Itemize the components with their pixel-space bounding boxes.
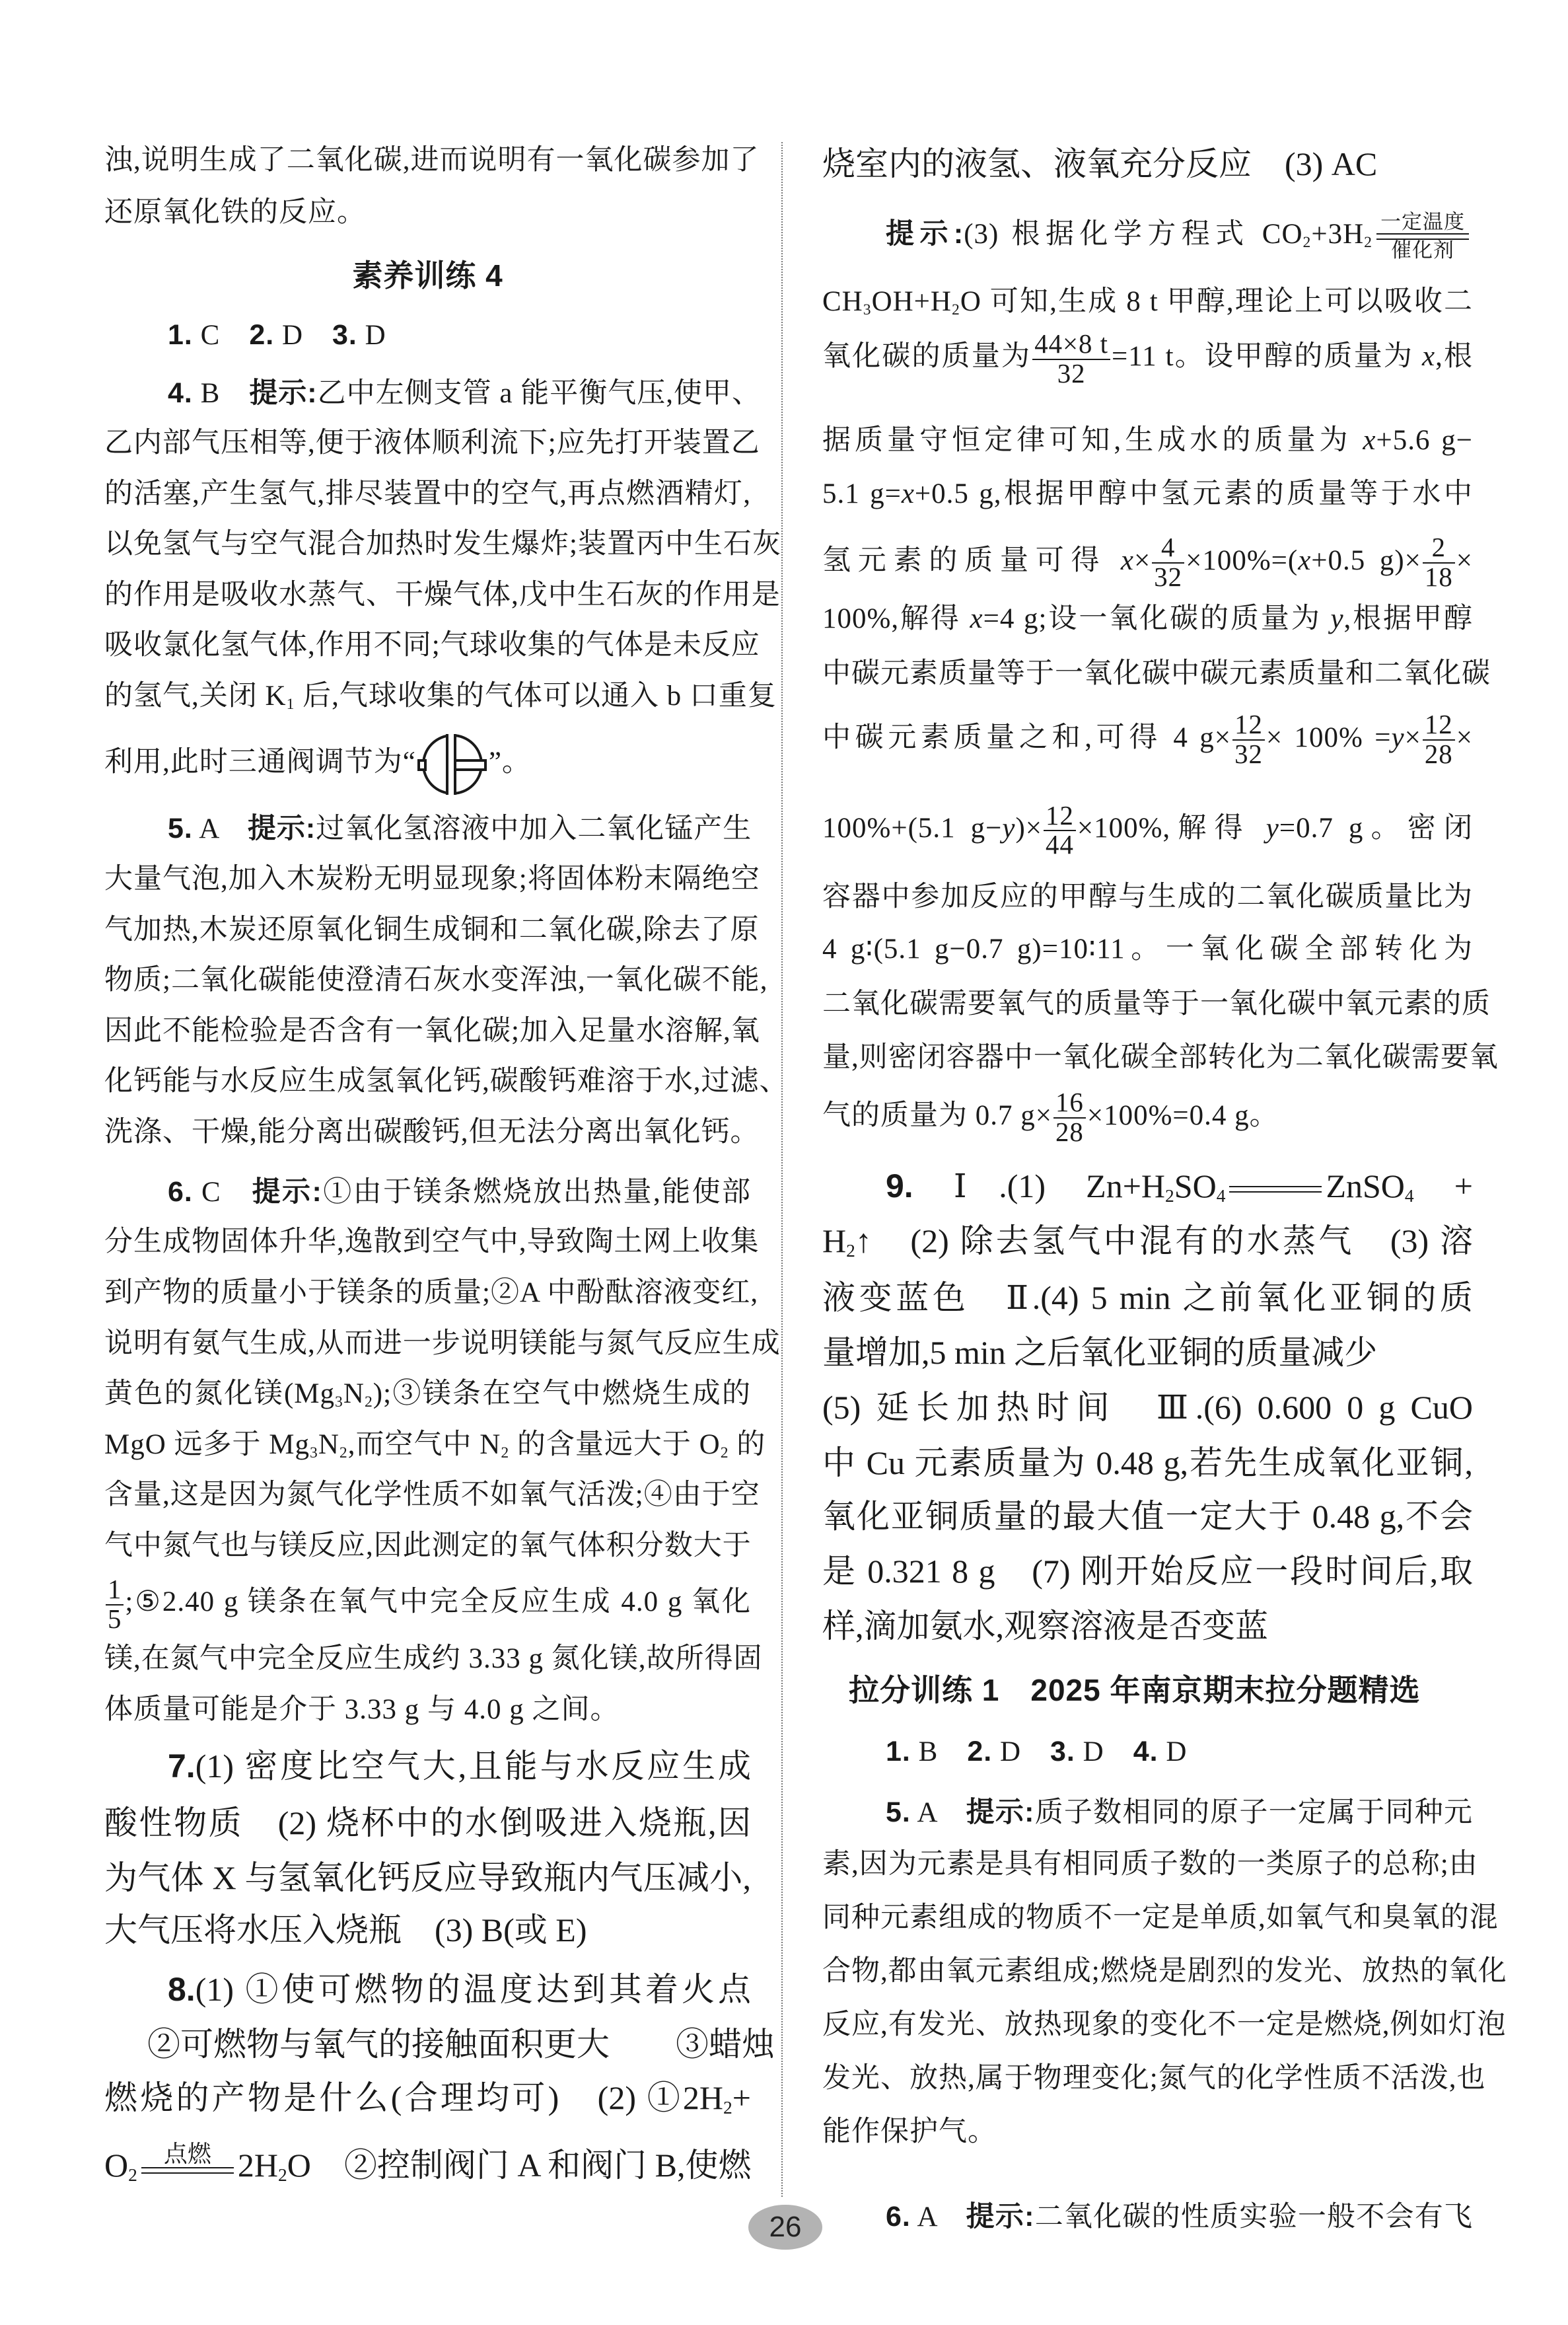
text: 气的质量为 0.7 g× (822, 1100, 1053, 1131)
denominator: 32 (1154, 562, 1183, 593)
text-line (104, 1574, 751, 1634)
text: D (274, 319, 332, 351)
text: ②可燃物与氧气的接触面积更大 ③蜡烛 (147, 2026, 775, 2063)
text: (3) 根据化学方程式 CO (964, 218, 1303, 250)
text: O ②控制阀门 A 和阀门 B,使燃 (287, 2146, 752, 2184)
text: =4 g;设一氧化碳的质量为 (983, 603, 1331, 634)
text-line (104, 2070, 751, 2125)
text: 的氢气,关闭 K (104, 680, 287, 712)
text-line (104, 517, 781, 572)
bold-label: 7. (168, 1748, 196, 1785)
text-line (822, 2051, 1486, 2106)
text: ,而空气中 N (347, 1428, 501, 1460)
text: 能作保护气。 (822, 2116, 997, 2148)
text: 中 Cu 元素质量为 0.48 g,若先生成氧化亚铜, (822, 1444, 1473, 1481)
text: 利用,此时三通阀调节为“ (104, 746, 416, 778)
text: CH (822, 286, 863, 318)
text-line (822, 1944, 1507, 1999)
text: 后,气球收集的气体可以通入 b 口重复 (295, 680, 777, 712)
text: B (910, 1736, 968, 1767)
text-line (886, 2189, 1473, 2244)
text: ×100%=( (1186, 545, 1299, 576)
variable: x (970, 603, 983, 634)
text: MgO 远多于 Mg (104, 1428, 310, 1460)
text-line (168, 1962, 751, 2017)
page-number: 26 (748, 2205, 822, 2250)
subscript: 3 (310, 1444, 318, 1461)
text-line (822, 869, 1473, 925)
variable: y (1265, 813, 1279, 844)
text-line (104, 1366, 751, 1422)
text: 气中氮气也与镁反应,因此测定的氧气体积分数大于 (104, 1530, 752, 1561)
text: (5) 延长加热时间 Ⅲ.(6) 0.600 0 g CuO (822, 1389, 1473, 1426)
text-line (822, 922, 1473, 977)
text: 样,滴加氨水,观察溶液是否变蓝 (822, 1607, 1268, 1645)
section-heading (104, 248, 751, 303)
text-line (104, 1105, 760, 1160)
numerator: 4 (1152, 534, 1184, 564)
text-line (822, 1325, 1473, 1380)
text: 的作用是吸收水蒸气、干燥气体,戊中生石灰的作用是 (104, 579, 781, 610)
text-line (104, 466, 751, 522)
text-line (104, 1631, 763, 1687)
text-line (104, 185, 751, 240)
text: A (910, 2201, 966, 2233)
text-line (104, 618, 760, 673)
text: 量,则密闭容器中一氧化碳全部转化为二氧化碳需要氧 (822, 1042, 1499, 1074)
text-line (822, 710, 1473, 770)
subscript: 2 (277, 2164, 287, 2185)
text: 的含量远大于 O (509, 1428, 721, 1460)
text: 发光、放热,属于物理变化;氮气的化学性质不活泼,也 (822, 2063, 1486, 2094)
text-line (104, 852, 760, 907)
variable: x (1120, 545, 1134, 576)
numerator: 2 (1423, 534, 1455, 564)
text: 据质量守恒定律可知,生成水的质量为 (822, 424, 1363, 456)
text-line (104, 416, 760, 471)
bold-label: 提示: (247, 813, 316, 845)
denominator: 5 (108, 1604, 122, 1634)
text-line (104, 1518, 751, 1574)
fraction (1423, 711, 1455, 769)
text: 还原氧化铁的反应。 (104, 197, 366, 229)
text-line (104, 1902, 751, 1958)
text-line (104, 731, 751, 787)
text-line (822, 646, 1491, 702)
text-line (822, 1435, 1473, 1491)
text-line (822, 1997, 1507, 2053)
text-line (104, 1417, 766, 1473)
text-line (822, 1543, 1473, 1599)
subscript: 2 (951, 301, 960, 319)
text: 为气体 X 与氢氧化钙反应导致瓶内气压减小, (104, 1859, 751, 1897)
bold-label: 3. (1050, 1735, 1075, 1767)
subscript: 2 (339, 1444, 348, 1461)
text: +0.5 g)× (1311, 545, 1421, 576)
text: 化钙能与水反应生成氢氧化钙,碳酸钙难溶于水,过滤、 (104, 1066, 789, 1097)
text: +0.5 g,根据甲醇中氢元素的质量等于水中 (914, 478, 1473, 509)
text: 量增加,5 min 之后氧化亚铜的质量减少 (822, 1334, 1378, 1372)
text-line (886, 1158, 1473, 1214)
text: 黄色的氮化镁(Mg (104, 1378, 336, 1410)
text: 二氧化碳需要氧气的质量等于一氧化碳中氧元素的质 (822, 988, 1491, 1020)
text-line (822, 533, 1474, 593)
text: 中碳元素质量之和,可得 4 g× (822, 721, 1232, 753)
text: × (1404, 721, 1421, 753)
bold-label: 8. (168, 1970, 196, 2008)
column-divider (781, 142, 783, 2197)
text-line (168, 365, 761, 421)
text: 同种元素组成的物质不一定是单质,如氧气和臭氧的混 (822, 1901, 1499, 1933)
bold-label: 提示: (966, 1796, 1035, 1828)
text: 100%,解得 (822, 603, 970, 634)
bold-label: 4. (1133, 1735, 1158, 1767)
condition-top (1229, 1165, 1322, 1186)
text: =11 t。设甲醇的质量为 (1112, 341, 1422, 373)
subscript: 2 (1364, 233, 1372, 251)
text: O (104, 2146, 129, 2184)
fraction (1032, 330, 1110, 388)
fraction (1423, 534, 1455, 592)
text: A (910, 1796, 966, 1828)
numerator: 12 (1044, 802, 1076, 832)
text-line (104, 903, 760, 958)
text: ,根 (1435, 341, 1473, 373)
reaction-condition (1376, 211, 1469, 261)
denominator: 32 (1234, 739, 1263, 770)
text-line (822, 800, 1473, 860)
condition-top: 点燃 (163, 2141, 211, 2168)
text-line (147, 2016, 775, 2072)
condition-bottom (141, 2174, 234, 2195)
condition-bottom (1229, 1193, 1322, 1214)
text: ①由于镁条燃烧放出热量,能使部 (322, 1176, 752, 1208)
text-line (822, 1837, 1478, 1892)
text: × 100% = (1265, 721, 1392, 753)
text-line (104, 568, 781, 623)
text: ×100%,解得 (1077, 813, 1266, 844)
text: 吸收氯化氢气体,作用不同;气球收集的气体是未反应 (104, 630, 760, 661)
bold-label: 5. (886, 1796, 911, 1828)
fraction (1053, 1089, 1086, 1147)
text: 浊,说明生成了二氧化碳,进而说明有一氧化碳参加了 (104, 145, 760, 176)
text: =0.7 g。密闭 (1279, 813, 1473, 844)
text-line (822, 1213, 1473, 1269)
text-line (104, 1850, 751, 1905)
text: D (1158, 1736, 1188, 1767)
variable: x (1298, 545, 1312, 576)
text: )× (1015, 813, 1043, 844)
text-line (822, 466, 1473, 522)
text: 以免氢气与空气混合加热时发生爆炸;装置丙中生石灰 (104, 529, 781, 560)
text: H (822, 1222, 847, 1260)
bold-label: 2. (967, 1735, 993, 1767)
text: ×100%=0.4 g。 (1087, 1100, 1279, 1131)
text-line (822, 136, 1473, 192)
section-heading (849, 1662, 1473, 1718)
text-line (104, 1682, 751, 1738)
text: 是 0.321 8 g (7) 刚开始反应一段时间后,取 (822, 1553, 1473, 1590)
text: 二氧化碳的性质实验一般不会有飞 (1034, 2201, 1474, 2233)
text: 说明有氨气生成,从而进一步说明镁能与氮气反应生成 (104, 1327, 781, 1359)
bold-label: 5. (168, 813, 193, 845)
text-line (886, 206, 1473, 262)
text: 2H (237, 2146, 278, 2184)
variable: x (1421, 341, 1436, 373)
text: 容器中参加反应的甲醇与生成的二氧化碳质量比为 (822, 881, 1473, 912)
text: × (1133, 545, 1151, 576)
bold-label: 1. (886, 1735, 911, 1767)
text-line (168, 1738, 751, 1794)
text: 气加热,木炭还原氧化铜生成铜和二氧化碳,除去了原 (104, 914, 760, 945)
text: 液变蓝色 Ⅱ.(4) 5 min 之前氧化亚铜的质 (822, 1278, 1473, 1316)
text-line (822, 1598, 1473, 1654)
fraction (1152, 534, 1184, 592)
text-line (822, 1489, 1473, 1544)
bold-label: 9. (886, 1167, 913, 1204)
text: 的活塞,产生氢气,排尽装置中的空气,再点燃酒精灯, (104, 478, 751, 509)
bold-label: 6. (168, 1175, 193, 1208)
text: × (1456, 721, 1473, 753)
bold-label: 6. (886, 2201, 911, 2233)
text: × (1456, 545, 1474, 576)
subscript: 3 (863, 301, 872, 319)
text-line (886, 1724, 1473, 1779)
numerator: 44×8 t (1032, 330, 1110, 360)
text: ZnSO (1326, 1167, 1405, 1204)
text-line (822, 1088, 1473, 1148)
text: O 可知,生成 8 t 甲醇,理论上可以吸收二 (960, 286, 1473, 318)
text: OH+H (871, 286, 952, 318)
text: 4 g∶(5.1 g−0.7 g)=10∶11。一氧化碳全部转化为 (822, 933, 1473, 965)
text: C (192, 319, 250, 351)
subscript: 2 (723, 2097, 732, 2118)
subscript: 2 (364, 1393, 373, 1411)
text: SO (1174, 1167, 1217, 1204)
text: D (992, 1736, 1050, 1767)
text-line (104, 1467, 760, 1523)
text-line (104, 1004, 760, 1059)
bold-label: 提示: (249, 377, 318, 409)
text: 分生成物固体升华,逸散到空气中,导致陶土网上收集 (104, 1226, 760, 1258)
bold-label: 提示: (966, 2201, 1035, 2233)
text-line (822, 413, 1473, 468)
double-equals-sign (1229, 1186, 1322, 1193)
reaction-condition (141, 2142, 234, 2195)
text-line (104, 1316, 781, 1372)
denominator: 28 (1055, 1117, 1084, 1148)
text: (1) 密度比空气大,且能与水反应生成 (195, 1748, 751, 1785)
fraction (1232, 711, 1265, 769)
subscript: 4 (1216, 1185, 1226, 1206)
text: D (1075, 1736, 1133, 1767)
text-line (822, 591, 1473, 647)
text: 物质;二氧化碳能使澄清石灰水变浑浊,一氧化碳不能, (104, 965, 768, 996)
condition-bottom: 催化剂 (1391, 238, 1454, 262)
text: ↑ (2) 除去氢气中混有的水蒸气 (3) 溶 (855, 1222, 1473, 1260)
denominator: 32 (1057, 358, 1086, 388)
variable: x (1363, 424, 1376, 456)
text: 洗涤、干燥,能分离出碳酸钙,但无法分离出氧化钙。 (104, 1116, 760, 1148)
subscript: 2 (720, 1444, 729, 1461)
bold-label: 提示: (886, 217, 964, 250)
text: );③镁条在空气中燃烧生成的 (373, 1378, 751, 1410)
subscript: 2 (846, 1240, 855, 1261)
text: 过氧化氢溶液中加入二氧化锰产生 (316, 813, 752, 845)
subscript: 4 (1404, 1185, 1414, 1206)
subscript: 3 (335, 1393, 343, 1411)
text: 烧室内的液氢、液氧充分反应 (3) AC (822, 145, 1378, 182)
text: ”。 (488, 746, 531, 778)
text: 100%+(5.1 g− (822, 813, 1003, 844)
fraction (1044, 802, 1076, 860)
text: +3H (1311, 218, 1365, 250)
subscript: 1 (286, 695, 295, 713)
variable: x (901, 478, 915, 509)
three-way-valve-icon (416, 731, 489, 797)
reaction-condition (1229, 1165, 1322, 1214)
condition-top: 一定温度 (1380, 210, 1465, 234)
subscript: 2 (1302, 233, 1312, 251)
denominator: 44 (1046, 830, 1074, 860)
bold-label: 4. (168, 377, 193, 409)
variable: y (1391, 721, 1405, 753)
text: D (357, 319, 386, 351)
numerator: 16 (1053, 1089, 1086, 1119)
text-line (822, 1380, 1473, 1435)
text-line (104, 1054, 789, 1109)
text: 含量,这是因为氮气化学性质不如氧气活泼;④由于空 (104, 1479, 760, 1511)
text-line (822, 274, 1473, 330)
text-line (822, 977, 1491, 1032)
text: 素养训练 4 (352, 258, 503, 293)
text: 燃烧的产物是什么(合理均可) (2) ①2H (104, 2079, 724, 2117)
bold-label: 1. (168, 318, 193, 351)
bold-label: 3. (332, 318, 357, 351)
text-line (822, 1030, 1499, 1086)
text: (1) ①使可燃物的温度达到其着火点 (195, 1970, 751, 2008)
subscript: 2 (1165, 1185, 1174, 1206)
text: N (343, 1378, 365, 1410)
text: + (732, 2079, 751, 2117)
text-line (822, 1270, 1473, 1325)
text: Ⅰ.(1) Zn+H (913, 1167, 1166, 1204)
text: + (1413, 1167, 1473, 1204)
text: 反应,有发光、放热现象的变化不一定是燃烧,例如灯泡 (822, 2009, 1507, 2040)
text: C (192, 1176, 252, 1208)
numerator: 1 (106, 1576, 124, 1605)
text: 拉分训练 1 2025 年南京期末拉分题精选 (849, 1673, 1421, 1708)
text: 氢元素的质量可得 (822, 545, 1121, 576)
text: A (192, 813, 248, 845)
text-line (822, 2104, 1473, 2160)
text-line (822, 1890, 1499, 1946)
fraction (106, 1576, 124, 1634)
text-line (886, 1785, 1473, 1840)
text-line (168, 801, 751, 856)
text: 到产物的质量小于镁条的质量;②A 中酚酞溶液变红, (104, 1276, 759, 1308)
text: 乙内部气压相等,便于液体顺利流下;应先打开装置乙 (104, 427, 760, 459)
double-equals-sign (141, 2167, 234, 2174)
numerator: 12 (1232, 711, 1265, 741)
text-line (822, 328, 1473, 388)
text: 体质量可能是介于 3.33 g 与 4.0 g 之间。 (104, 1693, 620, 1725)
text: N (318, 1428, 339, 1460)
text-line (104, 669, 777, 724)
text-line (104, 1795, 751, 1851)
variable: y (1002, 813, 1016, 844)
numerator: 12 (1423, 711, 1455, 741)
text: +5.6 g− (1376, 424, 1473, 456)
text: 合物,都由氧元素组成;燃烧是剧烈的发光、放热的氧化 (822, 1955, 1507, 1987)
text: 质子数相同的原子一定属于同种元 (1034, 1796, 1474, 1828)
text: 中碳元素质量等于一氧化碳中碳元素质量和二氧化碳 (822, 658, 1491, 690)
variable: y (1330, 603, 1344, 634)
subscript: 2 (501, 1444, 510, 1461)
text-line (104, 133, 760, 188)
text: 大量气泡,加入木炭粉无明显现象;将固体粉末隔绝空 (104, 863, 760, 895)
bold-label: 2. (249, 318, 275, 351)
text: 酸性物质 (2) 烧杯中的水倒吸进入烧瓶,因 (104, 1804, 751, 1841)
denominator: 18 (1424, 562, 1453, 593)
text-line (104, 2137, 751, 2193)
text: 素,因为元素是具有相同质子数的一类原子的总称;由 (822, 1848, 1478, 1880)
bold-label: 提示: (252, 1175, 322, 1208)
text: 氧化碳的质量为 (822, 341, 1032, 373)
denominator: 28 (1424, 739, 1453, 770)
text: B (192, 377, 250, 409)
text-line (168, 1164, 751, 1220)
text: 乙中左侧支管 a 能平衡气压,使甲、 (317, 377, 761, 409)
text: 氧化亚铜质量的最大值一定大于 0.48 g,不会 (822, 1497, 1473, 1535)
text-line (104, 1214, 760, 1270)
text: 因此不能检验是否含有一氧化碳;加入足量水溶解,氧 (104, 1015, 760, 1047)
text: ,根据甲醇 (1343, 603, 1474, 634)
text: ;⑤2.40 g 镁条在氧气中完全反应生成 4.0 g 氧化 (125, 1586, 751, 1618)
text: 的 (729, 1428, 766, 1460)
subscript: 2 (128, 2164, 137, 2185)
text: 5.1 g= (822, 478, 902, 509)
text-line (104, 953, 768, 1008)
text: 镁,在氮气中完全反应生成约 3.33 g 氮化镁,故所得固 (104, 1642, 763, 1674)
text-line (168, 307, 751, 363)
text-line (104, 1265, 759, 1321)
text: 大气压将水压入烧瓶 (3) B(或 E) (104, 1911, 587, 1948)
